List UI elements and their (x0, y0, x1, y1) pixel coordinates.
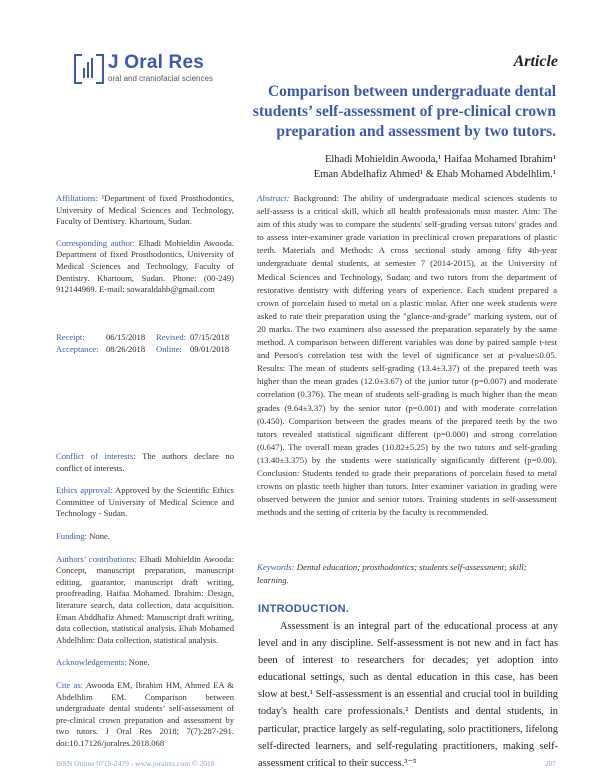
online-value: 09/01/2018 (190, 344, 230, 354)
introduction-heading: INTRODUCTION. (258, 603, 350, 615)
online-label: Online: (156, 344, 182, 354)
contrib-label: Authors’ contributions: (56, 553, 137, 564)
footer-issn: ISSN Online 0719-2479 - www.joralres.com © 2018 (56, 759, 215, 768)
journal-logo (74, 52, 234, 86)
abstract (257, 192, 557, 519)
affiliations-text: ¹Department of fixed Prosthodontics, University of Medical Sciences and Technology, Faculty of Dentistry. Khartoum, Sudan. (56, 193, 234, 227)
introduction-body (258, 618, 558, 772)
keywords (257, 561, 557, 587)
logo-bracket-right (96, 54, 104, 84)
logo-bars-icon (83, 58, 97, 78)
authors-line-1: Elhadi Mohieldin Awooda,¹ Haifaa Mohamed Ibrahim¹ (324, 154, 556, 165)
authors-line-2: Eman Abdelhafiz Ahmed¹ & Ehab Mohamed Abdelhlim.¹ (313, 169, 556, 180)
abstract-text: Background: The ability of undergraduate medical sciences students to self-assess is a critical skill, which all health professionals must master. Aim: The aim of this study was to compare the students' self-grading versus tutors' grades and to assess inter-examiner grade variation in preclinical crown preparations of plastic teeth. Materials and Methods: A cross sectional study among fifty 4th-year undergraduate dental students, at semester 7 (2014-2015), at the University of Medical Sciences and Technology, Sudan; and two tutors from the department of restorative dentistry with differing years of experience. Each student prepared a crown of porcelain fused to metal on a plastic molar. After one week students were asked to rate their preparation using the "glance-and-grade" marking system, out of 20 marks. The two examiners also assessed the preparation separately by the same method. A comparison between different variables was done by paired sample t-test and Person's correlation test with the level of significance set at p-value≤0.05. Results: The mean of students self-grading (13.4±3.37) of the prepared teeth was higher than the mean grades (12.0±3.67) of the junior tutor (p=0.007) and moderate correlation (0.376). The mean of students self-grading is much higher than the mean grades (9.64±3.37) by the senior tutor (p=0.001) and with moderate correlation (0.450). Comparison between the grades means of the prepared teeth by the two tutors revealed statistical significant different (p=0.000) and strong correlation (0.647). The overall mean grades (10.82±5.25) by the two tutors and self-grading (13.40±3.375) by the students were statistically significantly different (p=0.00). Conclusion: Students tended to grade their preparations of porcelain fused to metal crowns on plastic teeth higher than tutors. Inter examiner variation in grading were observed between the junior and senior tutors. Training students in self-assessment methods and the setting of criteria by the faculty is recommended. (257, 193, 557, 518)
journal-name: J Oral Res (108, 52, 204, 73)
acknowledgements (56, 657, 234, 669)
journal-subtitle: oral and craniofacial sciences (108, 74, 213, 83)
cite-label: Cite as: (56, 679, 84, 690)
acceptance-label: Acceptance: (56, 344, 99, 354)
conflict-of-interests (56, 451, 234, 474)
keywords-text: Dental education; prosthodontics; students self-assessment; skill; learning. (257, 562, 527, 586)
corresponding-label: Corresponding author: (56, 237, 136, 248)
article-type-label: Article (513, 53, 558, 70)
affiliations (56, 193, 234, 228)
contrib-text: Elhadi Mohieldin Awooda: Concept, manuscript preparation, manuscript editing, guarantor, manuscript draft writing, proofreading. Haifaa Mohamed. Ibrahim: Design, literature search, data collection, data acquisition. Eman Abddhafiz Ahmed: Manuscript draft writing, data collection, statistical analysis. Ehab Mohamed Abdelhlim: Data collection, statistical analysis. (56, 553, 234, 645)
sidebar-lower (56, 451, 234, 749)
page-footer (56, 759, 556, 771)
funding-label: Funding: (56, 530, 88, 541)
article-info-sidebar (56, 193, 234, 296)
conflict-label: Conflict of interests: (56, 451, 136, 461)
ethics-approval (56, 485, 234, 520)
logo-bracket-left (74, 54, 82, 84)
ack-text: None. (126, 657, 150, 668)
cite-text: Awooda EM, Ibrahim HM, Ahmed EA & Abdelhlim EM. Comparison between undergraduate dental students’ self-assessment of pre-clinical crown preparation and assessment by two tutors. J Oral Res 2018; 7(7):287-291. doi:10.17126/joralres.2018.068 (56, 679, 234, 748)
revised-label: Revised: (156, 332, 187, 342)
acceptance-value: 08/26/2018 (106, 344, 146, 354)
cite-as (56, 680, 234, 750)
corresponding-author (56, 238, 234, 296)
author-list (236, 152, 556, 182)
ack-label: Acknowledgements: (56, 657, 127, 668)
abstract-label: Abstract: (257, 193, 290, 203)
corresponding-text: Elhadi Mohieldin Awooda. Department of fixed Prosthodontics, University of Medical Sciences and Technology, Faculty of Dentistry. Khartoum, Sudan. Phone: (00-249) 912144969. E-mail: sowaraldahb@gmail.com (56, 237, 235, 295)
keywords-label: Keywords: (257, 562, 295, 572)
ethics-label: Ethics approval: (56, 485, 113, 496)
introduction-paragraph: Assessment is an integral part of the educational process at any level and in any discipline. Self-assessment is not new and in fact has been of interest to researchers for decades; yet adoption into educational settings, such as dental education in this case, has been slow at best.¹ Self-assessment is an essential and crucial tool in building today's health care professionals.² Dentists and dental students, in particular, practice largely as self-regulating, solo practitioners, lifelong self-directed learners, and self-regulating practitioners, making self-assessment critical to their success.³⁻⁵ (258, 621, 558, 769)
funding (56, 531, 234, 543)
ethics-text: Approved by the Scientific Ethics Committee of University of Medical Science and Technology - Sudan. (56, 485, 234, 519)
affiliations-label: Affiliations: (56, 193, 98, 203)
received-label: Receipt: (56, 332, 85, 342)
author-contributions (56, 554, 234, 647)
received-value: 06/15/2018 (106, 332, 146, 342)
article-title: Comparison between undergraduate dental students’ self-assessment of pre-clinical crown preparation and assessment by two tutors. (252, 83, 556, 140)
revised-value: 07/15/2018 (190, 332, 230, 342)
conflict-text: The authors declare no conflict of interests. (56, 451, 235, 473)
page-number: 287 (544, 759, 556, 768)
funding-text: None. (87, 530, 110, 541)
